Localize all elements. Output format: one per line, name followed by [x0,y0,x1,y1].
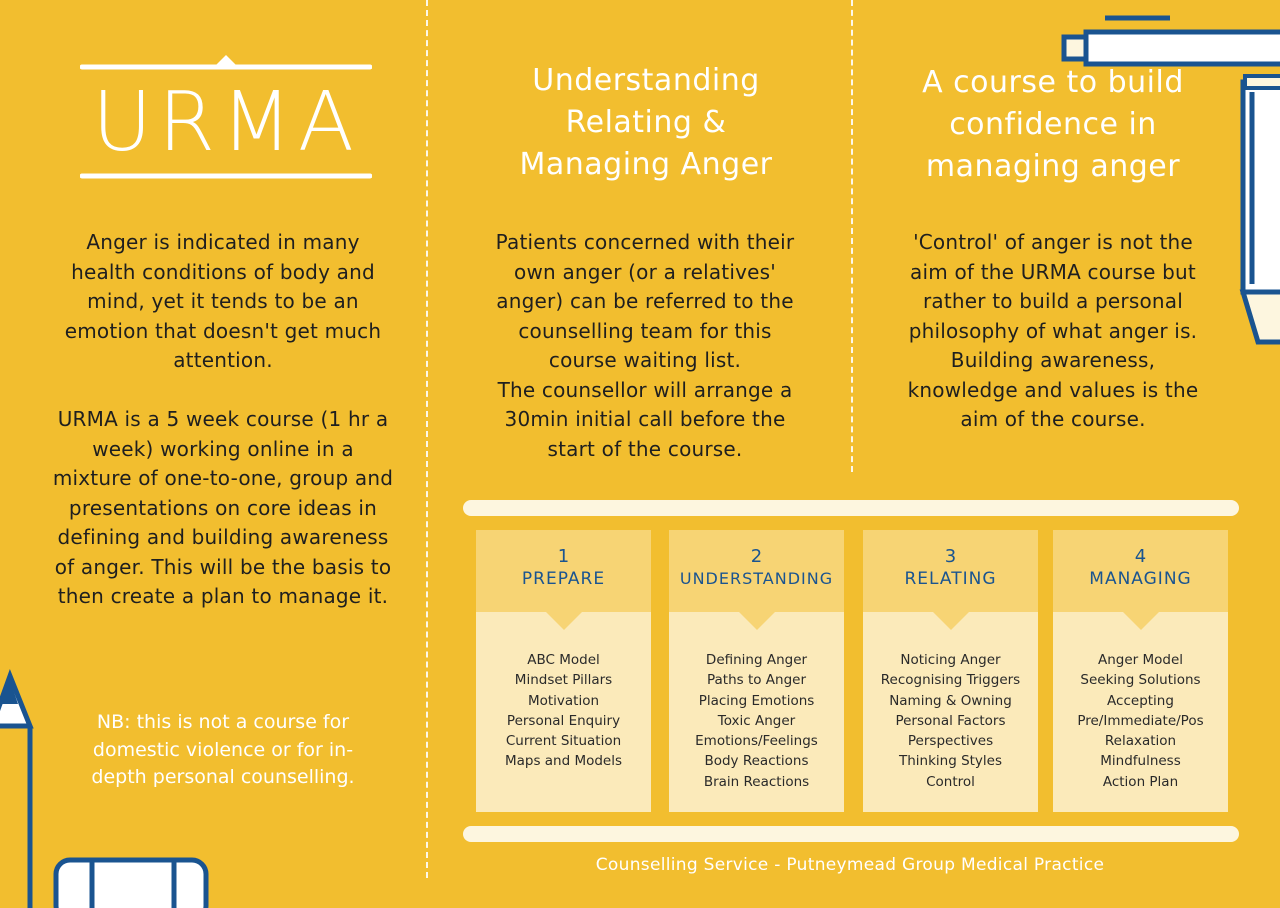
course-paragraph: URMA is a 5 week course (1 hr a week) working online in a mixture of one-to-one, group and presentations on core ideas in defining and building awareness of anger. This will be the basis to then create a plan to manage it. [52,407,394,608]
step-number: 2 [750,546,763,567]
step-topic: Perspectives [907,733,994,750]
step-topic-list [476,650,651,772]
down-arrow-icon [546,612,582,630]
step-topic: Action Plan [1102,773,1179,790]
middle-body-line: own anger (or a relatives' [514,259,776,284]
step-topic: Accepting [1107,692,1174,709]
step-label: RELATING [904,569,997,589]
down-arrow-icon [739,612,775,630]
step-topic: Seeking Solutions [1080,672,1201,689]
step-topic: Current Situation [505,733,622,750]
right-title-line: managing anger [925,149,1181,184]
pencil-right-edge-icon [1240,72,1280,352]
step-card-managing [1053,530,1228,812]
step-topic: Mindfulness [1100,753,1181,770]
right-body-line: 'Control' of anger is not the [913,230,1193,254]
step-topic: Toxic Anger [717,712,796,729]
middle-title [470,60,822,186]
middle-body-line: anger) can be referred to the [496,289,794,313]
bottom-pill-bar [463,826,1239,842]
notebook-bottom-left-icon [52,856,212,906]
step-card-relating [863,530,1038,812]
step-topic: Naming & Owning [889,692,1012,709]
right-body-line: knowledge and values is the [907,377,1199,402]
step-topic: Body Reactions [704,753,809,770]
pencil-left-edge-icon [0,668,40,908]
step-topic-list [863,650,1038,792]
right-body-line: rather to build a personal [922,289,1184,313]
right-title-line: confidence in [949,107,1157,142]
step-topic: Mindset Pillars [514,672,613,689]
step-topic: Relaxation [1104,733,1177,750]
step-card-header [669,530,844,612]
step-label: MANAGING [1089,569,1192,589]
step-topic: Anger Model [1097,652,1184,668]
step-topic: Motivation [527,692,600,709]
step-label: UNDERSTANDING [679,569,834,588]
step-topic: Emotions/Feelings [695,733,818,750]
middle-title-line: Managing Anger [519,147,773,182]
step-card-header [1053,530,1228,612]
middle-body-line: counselling team for this [518,318,772,343]
middle-body-line: The counsellor will arrange a [497,377,793,402]
middle-body-line: start of the course. [547,436,743,461]
right-title-line: A course to build [922,65,1184,100]
middle-body-line: course waiting list. [548,348,742,372]
step-topic: Thinking Styles [898,753,1003,770]
step-topic: Personal Enquiry [506,712,621,729]
intro-paragraph: Anger is indicated in many health conditions of body and mind, yet it tends to be an emotion that doesn't get much attention. [64,230,382,372]
pen-top-right-icon [1060,12,1280,72]
step-topic: Paths to Anger [706,672,807,689]
down-arrow-icon [1123,612,1159,630]
step-topic: Maps and Models [504,753,623,770]
column-divider-left [426,0,428,878]
step-number: 1 [557,546,570,567]
step-card-header [476,530,651,612]
right-body [878,228,1228,435]
column-divider-right [851,0,853,472]
down-arrow-icon [933,612,969,630]
step-topic: Defining Anger [705,652,808,668]
middle-body [462,228,828,464]
step-number: 4 [1134,546,1147,567]
right-body-line: Building awareness, [950,348,1156,372]
right-body-line: aim of the URMA course but [910,259,1196,284]
footer-credit: Counselling Service - Putneymead Group Medical Practice [595,855,1105,875]
step-topic: ABC Model [527,652,600,668]
right-title [880,62,1226,188]
top-pill-bar [463,500,1239,516]
step-topic: Placing Emotions [698,692,815,709]
step-topic-list [1053,650,1228,792]
middle-title-line: Relating & [565,105,727,140]
middle-body-line: Patients concerned with their [495,230,795,254]
step-topic: Brain Reactions [703,773,810,790]
right-body-line: philosophy of what anger is. [908,318,1198,343]
step-topic: Recognising Triggers [880,672,1021,689]
step-card-understanding [669,530,844,812]
disclaimer-note: NB: this is not a course for domestic violence or for in-depth personal counselling. [91,711,355,788]
right-body-line: aim of the course. [960,407,1146,431]
step-card-header [863,530,1038,612]
middle-title-line: Understanding [532,63,760,98]
logo-text: URMA [92,75,360,170]
step-topic: Control [926,773,975,790]
step-number: 3 [944,546,957,567]
step-topic: Personal Factors [895,712,1006,729]
step-topic: Noticing Anger [900,652,1001,668]
urma-logo [80,52,372,180]
middle-body-line: 30min initial call before the [504,407,786,431]
step-card-prepare [476,530,651,812]
step-topic: Pre/Immediate/Pos [1077,712,1204,729]
step-topic-list [669,650,844,792]
step-label: PREPARE [521,569,606,589]
